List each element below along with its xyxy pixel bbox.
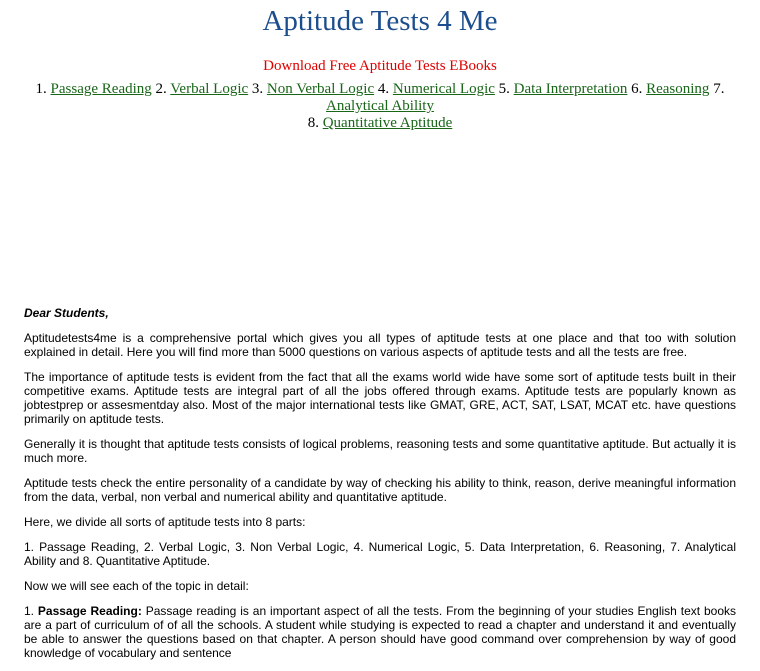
personality-paragraph: Aptitude tests check the entire personality of a candidate by way of checking his ability to think, reason, derive meaningful information from the data, verbal, non verbal and numerical ability and quantitative aptitude. [24, 476, 736, 504]
nav-number: 2. [155, 81, 167, 97]
nav-link-non-verbal-logic[interactable]: Non Verbal Logic [266, 81, 375, 97]
nav-link-numerical-logic[interactable]: Numerical Logic [392, 81, 495, 97]
passage-reading-paragraph [24, 604, 736, 660]
detail-intro-paragraph: Now we will see each of the topic in detail: [24, 579, 249, 593]
nav-number: 5. [498, 81, 510, 97]
nav-link-passage-reading[interactable]: Passage Reading [50, 81, 152, 97]
nav-link-reasoning[interactable]: Reasoning [646, 81, 710, 97]
download-ebooks-link[interactable]: Download Free Aptitude Tests EBooks [263, 58, 497, 74]
nav-link-analytical-ability[interactable]: Analytical Ability [326, 98, 434, 114]
parts-list-paragraph: 1. Passage Reading, 2. Verbal Logic, 3. Non Verbal Logic, 4. Numerical Logic, 5. Data Interpretation, 6. Reasoning, 7. Analytical Ability and 8. Quantitative Aptitude. [24, 540, 736, 568]
importance-paragraph: The importance of aptitude tests is evident from the fact that all the exams world wide have some sort of aptitude tests built in their competitive exams. Aptitude tests are integral part of all the jobs offered through exams. Aptitude tests are popularly known as jobtestprep or assesmentday also. Most of the major international tests like GMAT, GRE, ACT, SAT, LSAT, MCAT etc. have questions primarily on aptitude tests. [24, 370, 736, 426]
nav-link-quantitative-aptitude[interactable]: Quantitative Aptitude [322, 115, 453, 131]
topic-title: Passage Reading: [37, 604, 142, 618]
nav-number: 8. [307, 115, 319, 131]
topic-nav [4, 81, 756, 132]
topic-number: 1. [24, 604, 35, 618]
nav-link-verbal-logic[interactable]: Verbal Logic [170, 81, 249, 97]
greeting: Dear Students, [24, 306, 109, 320]
nav-number: 6. [631, 81, 643, 97]
topic-text: Passage reading is an important aspect of all the tests. From the beginning of your studies English text books are a part of curriculum of of all the schools. A student while studying is expected to read a chapter and understand it and eventually be able to answer the questions based on that chapter. A person should have good command over comprehension by way of good knowledge of vocabulary and sentence [24, 604, 736, 660]
main-content [24, 306, 736, 671]
general-paragraph: Generally it is thought that aptitude tests consists of logical problems, reasoning tests and some quantitative aptitude. But actually it is much more. [24, 437, 736, 465]
nav-number: 3. [251, 81, 264, 97]
nav-number: 4. [377, 81, 390, 97]
divide-paragraph: Here, we divide all sorts of aptitude tests into 8 parts: [24, 515, 306, 529]
intro-paragraph: Aptitudetests4me is a comprehensive portal which gives you all types of aptitude tests at one place and that too with solution explained in detail. Here you will find more than 5000 questions on various aspects of aptitude tests and all the tests are free. [24, 331, 736, 359]
site-title: Aptitude Tests 4 Me [262, 5, 498, 37]
nav-number: 1. [35, 81, 47, 97]
nav-number: 7. [713, 81, 725, 97]
nav-link-data-interpretation[interactable]: Data Interpretation [513, 81, 628, 97]
